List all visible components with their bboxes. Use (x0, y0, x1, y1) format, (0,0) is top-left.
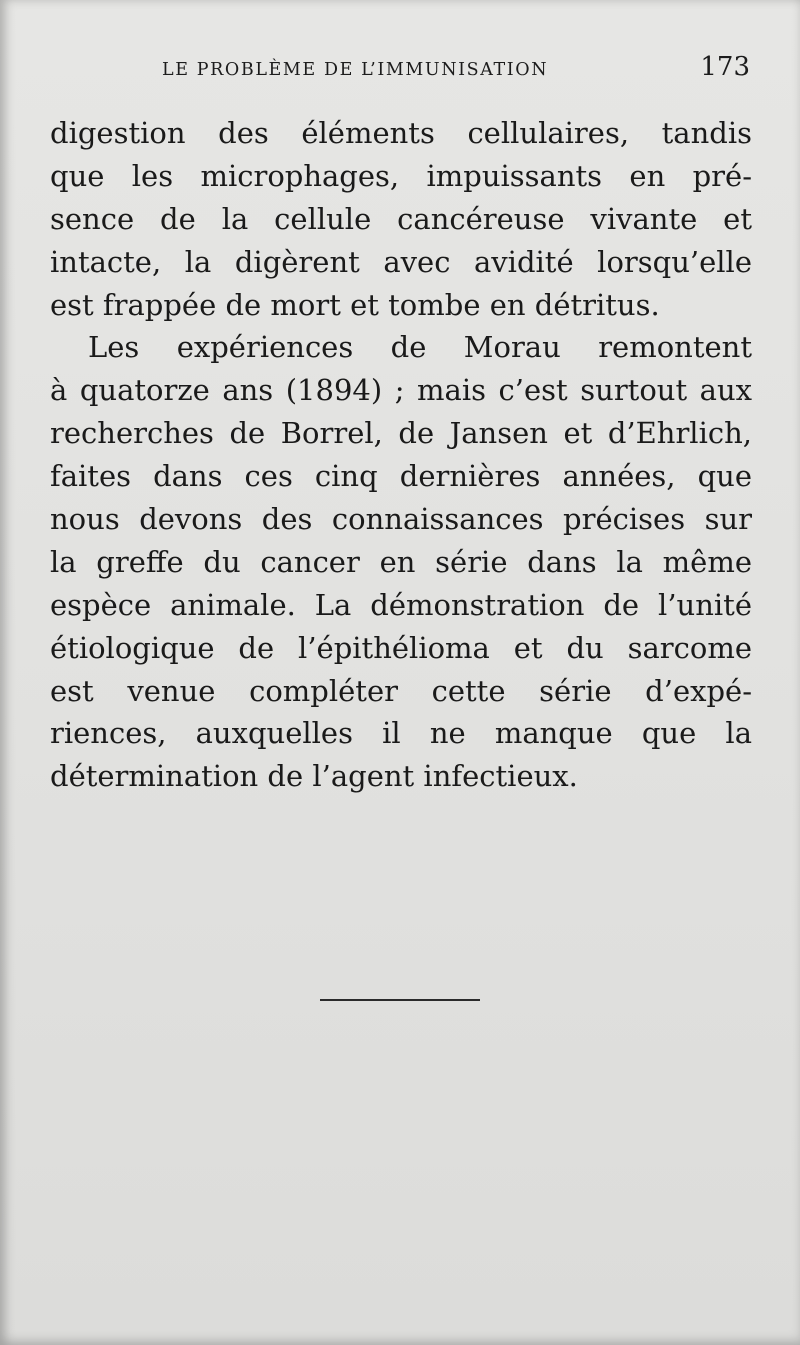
text-line: détermination de l’agent infectieux. (50, 759, 578, 794)
text-line: recherches de Borrel, de Jansen et d’Ehrlich, (50, 416, 752, 451)
body-text (50, 112, 752, 798)
text-line: intacte, la digèrent avec avidité lorsqu’elle (50, 244, 752, 279)
text-line: sence de la cellule cancéreuse vivante et (50, 201, 752, 236)
chapter-end-rule (320, 999, 480, 1001)
text-line: la greffe du cancer en série dans la même (50, 544, 752, 579)
text-line: nous devons des connaissances précises sur (50, 502, 752, 537)
text-line: espèce animale. La démonstration de l’unité (50, 587, 752, 622)
running-header (52, 52, 752, 92)
page-number: 173 (700, 52, 750, 82)
text-line: à quatorze ans (1894) ; mais c’est surtout aux (50, 373, 752, 408)
text-line: est frappée de mort et tombe en détritus. (50, 287, 660, 322)
text-line: que les microphages, impuissants en pré- (50, 158, 752, 193)
running-title: LE PROBLÈME DE L’IMMUNISATION (162, 60, 549, 80)
paragraph-first-line: Les expériences de Morau remontent (88, 330, 752, 365)
text-line: étiologique de l’épithélioma et du sarcome (50, 630, 752, 665)
text-line: riences, auxquelles il ne manque que la (50, 716, 752, 751)
text-line: faites dans ces cinq dernières années, que (50, 459, 752, 494)
text-line: digestion des éléments cellulaires, tandis (50, 116, 752, 150)
text-line: est venue compléter cette série d’expé- (50, 673, 752, 708)
